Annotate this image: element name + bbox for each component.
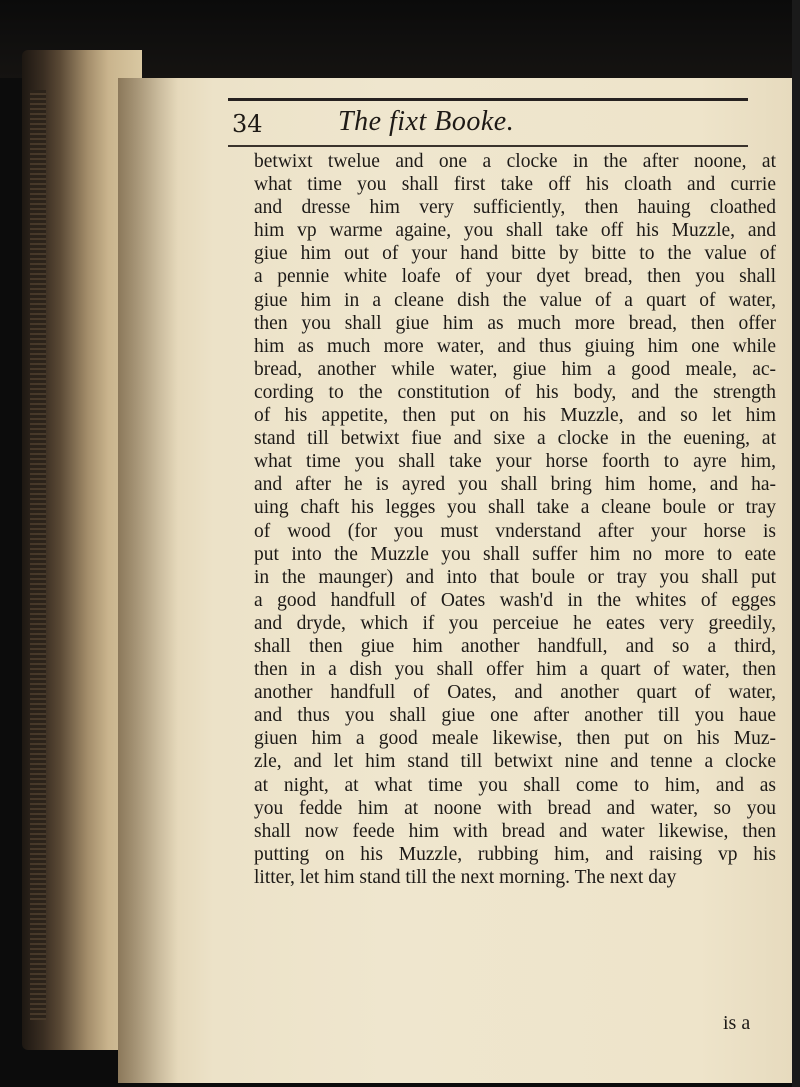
text-line: and dresse him very sufficiently, then hauing cloathed xyxy=(254,197,776,219)
text-line: litter, let him stand till the next morning. The next day xyxy=(254,866,677,888)
text-line: what time you shall first take off his cloath and currie xyxy=(254,174,776,196)
text-line: him vp warme againe, you shall take off his Muzzle, and xyxy=(254,220,776,242)
text-line: bread, another while water, giue him a good meale, ac- xyxy=(254,358,776,380)
text-line: giue him in a cleane dish the value of a quart of water, xyxy=(254,289,776,311)
text-line: shall now feede him with bread and water likewise, then xyxy=(254,820,776,842)
text-line: of his appetite, then put on his Muzzle, and so let him xyxy=(254,405,776,427)
text-line: another handfull of Oates, and another quart of water, xyxy=(254,682,776,704)
header-top-rule xyxy=(228,98,748,101)
text-line: betwixt twelue and one a clocke in the after noone, at xyxy=(254,151,776,172)
text-line: giue him out of your hand bitte by bitte to the value of xyxy=(254,243,776,265)
text-line: at night, at what time you shall come to him, and as xyxy=(254,774,776,796)
text-line: him as much more water, and thus giuing him one while xyxy=(254,335,776,357)
text-line: what time you shall take your horse foorth to ayre him, xyxy=(254,451,776,473)
text-line: then in a dish you shall offer him a quart of water, then xyxy=(254,659,776,681)
page-edges xyxy=(30,90,46,1020)
text-line: and dryde, which if you perceiue he eates very greedily, xyxy=(254,612,776,634)
text-line: in the maunger) and into that boule or tray you shall put xyxy=(254,566,776,588)
text-line: and after he is ayred you shall bring him home, and ha- xyxy=(254,474,776,496)
gutter-shadow xyxy=(118,78,178,1083)
body-text xyxy=(254,150,776,889)
text-line: cording to the constitution of his body, and the strength xyxy=(254,381,776,403)
text-line: shall then giue him another handfull, and so a third, xyxy=(254,635,776,657)
text-line: putting on his Muzzle, rubbing him, and raising vp his xyxy=(254,843,776,865)
text-line: you fedde him at noone with bread and water, so you xyxy=(254,797,776,819)
text-line: stand till betwixt fiue and sixe a clocke in the euening, at xyxy=(254,428,776,450)
running-head: The fixt Booke. xyxy=(338,106,515,137)
text-line: then you shall giue him as much more bread, then offer xyxy=(254,312,776,334)
text-line: uing chaft his legges you shall take a cleane boule or tray xyxy=(254,497,776,519)
text-line: and thus you shall giue one after another till you haue xyxy=(254,705,776,727)
text-line: a good handfull of Oates wash'd in the whites of egges xyxy=(254,589,776,611)
text-line: put into the Muzzle you shall suffer him no more to eate xyxy=(254,543,776,565)
text-line: giuen him a good meale likewise, then put on his Muz- xyxy=(254,728,776,750)
page-header xyxy=(228,98,748,142)
text-line: zle, and let him stand till betwixt nine and tenne a clocke xyxy=(254,751,776,773)
catchword: is a xyxy=(723,1012,751,1034)
header-rule xyxy=(228,145,748,147)
text-line: of wood (for you must vnderstand after your horse is xyxy=(254,520,776,542)
page-number: 34 xyxy=(232,110,263,138)
scan-border-right xyxy=(792,0,800,1087)
text-line: a pennie white loafe of your dyet bread, then you shall xyxy=(254,266,776,288)
